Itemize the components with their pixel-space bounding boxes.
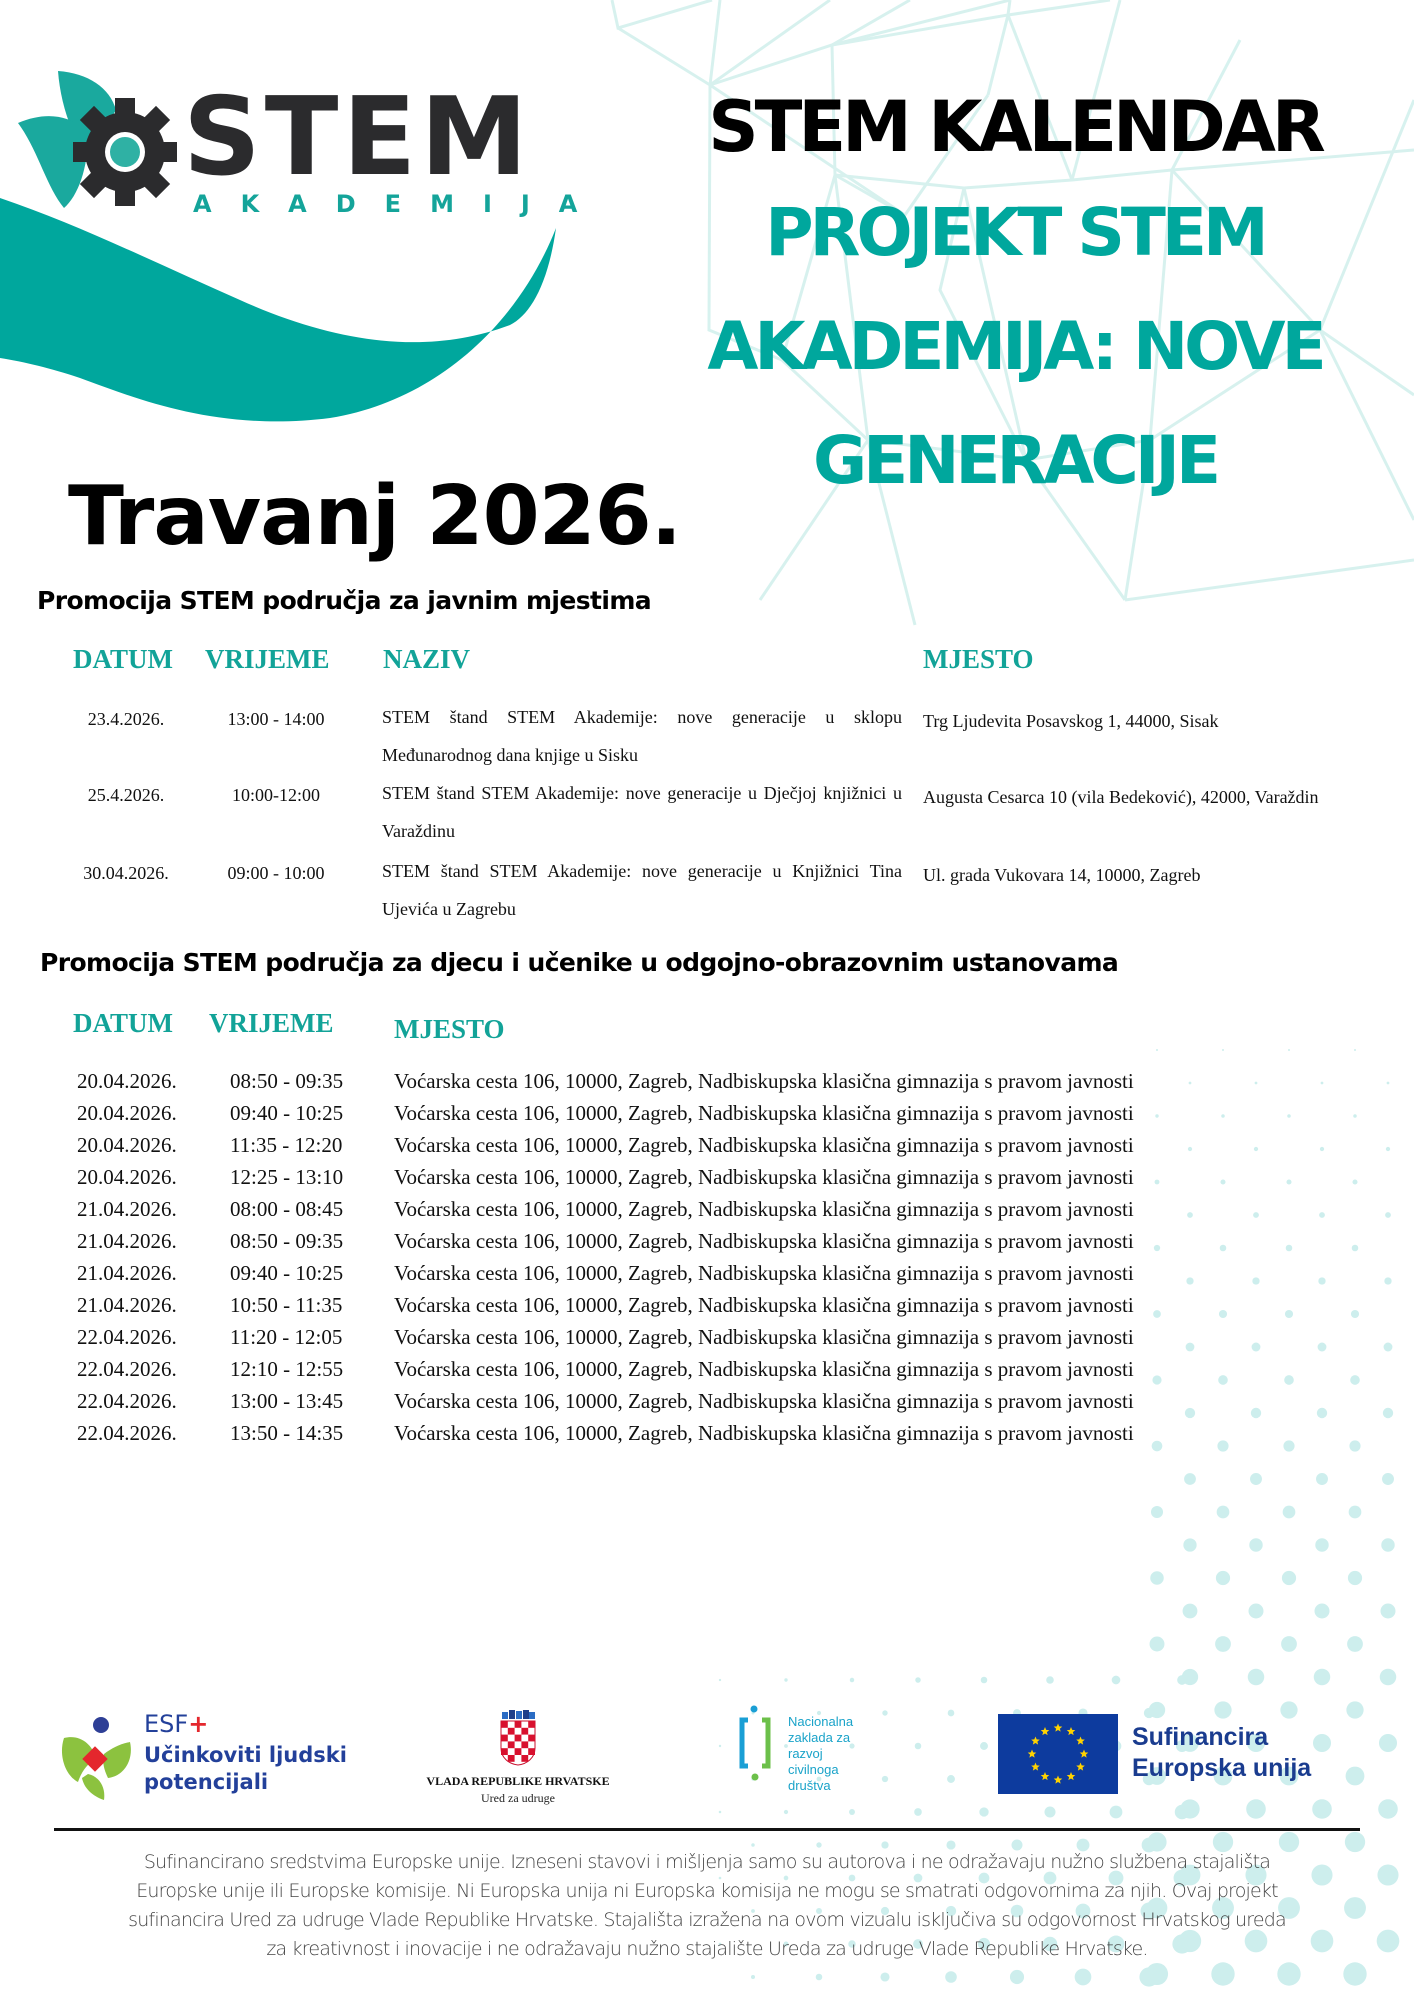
decor-dot xyxy=(1139,1967,1158,1986)
vlada-name: VLADA REPUBLIKE HRVATSKE xyxy=(426,1774,610,1788)
cell-place: Voćarska cesta 106, 10000, Zagreb, Nadbiskupska klasična gimnazija s pravom javnosti xyxy=(394,1389,1134,1413)
cell-place: Voćarska cesta 106, 10000, Zagreb, Nadbiskupska klasična gimnazija s pravom javnosti xyxy=(394,1133,1134,1157)
cell-name: STEM štand STEM Akademije: nove generacije u Knjižnici Tina Ujevića u Zagrebu xyxy=(382,861,902,919)
logo-subtitle: AKADEMIJA xyxy=(193,190,607,218)
esf-plus: + xyxy=(188,1710,209,1738)
footer-divider xyxy=(54,1828,1360,1831)
decor-dot xyxy=(784,1678,787,1681)
decor-dot xyxy=(945,1971,957,1983)
decor-dot xyxy=(1249,1538,1262,1551)
cell-time: 13:50 - 14:35 xyxy=(230,1421,344,1445)
decor-dot xyxy=(1046,1676,1054,1684)
cell-place: Voćarska cesta 106, 10000, Zagreb, Nadbiskupska klasična gimnazija s pravom javnosti xyxy=(394,1197,1134,1221)
cell-time: 13:00 - 14:00 xyxy=(227,709,325,729)
cell-date: 25.4.2026. xyxy=(87,785,165,805)
decor-dot xyxy=(816,1842,821,1847)
cell-time: 12:25 - 13:10 xyxy=(230,1165,344,1189)
decor-dot xyxy=(1315,1538,1328,1551)
project-title-line: AKADEMIJA: NOVE xyxy=(707,308,1323,385)
cell-time: 09:40 - 10:25 xyxy=(230,1101,344,1125)
cell-place: Trg Ljudevita Posavskog 1, 44000, Sisak xyxy=(923,711,1219,731)
project-title xyxy=(650,176,1380,518)
decor-dot xyxy=(1378,1799,1398,1819)
cell-time: 08:50 - 09:35 xyxy=(230,1069,344,1093)
decor-dot xyxy=(850,1678,854,1682)
decor-dot xyxy=(1246,1799,1266,1819)
decor-dot xyxy=(1177,1675,1187,1685)
decor-dot xyxy=(1044,1806,1055,1817)
table-row xyxy=(0,1295,1414,1327)
section-schools-heading: Promocija STEM područja za djecu i učenike u odgojno-obrazovnim ustanovama xyxy=(40,948,1119,977)
nzr-logo xyxy=(738,1702,898,1802)
decor-dot xyxy=(1110,1806,1123,1819)
decor-dot xyxy=(1347,1636,1363,1652)
decor-dot xyxy=(1248,1669,1265,1686)
table-row xyxy=(0,1135,1414,1167)
esf-program-name xyxy=(144,1742,347,1796)
decor-dot xyxy=(1380,1669,1397,1686)
cell-date: 22.04.2026. xyxy=(77,1325,177,1349)
column-header-date: DATUM xyxy=(73,1008,173,1038)
table-row xyxy=(0,698,1414,774)
decor-dot xyxy=(816,1974,823,1981)
decor-dot xyxy=(751,1975,755,1979)
table-row xyxy=(0,852,1414,928)
cell-date: 20.04.2026. xyxy=(77,1133,177,1157)
decor-dot xyxy=(1381,1538,1394,1551)
nzr-line: civilnoga xyxy=(788,1762,839,1777)
vlada-office: Ured za udruge xyxy=(481,1791,555,1805)
month-heading: Travanj 2026. xyxy=(68,469,681,564)
cell-date: 20.04.2026. xyxy=(77,1165,177,1189)
nzr-line: razvoj xyxy=(788,1746,823,1761)
cell-date: 21.04.2026. xyxy=(77,1293,177,1317)
disclaimer-line: Sufinancirano sredstvima Europske unije. Izneseni stavovi i mišljenja samo su autorova i ne odražavaju nužno službena stajališta xyxy=(143,1851,1271,1873)
table-row xyxy=(0,1391,1414,1423)
school-events-table xyxy=(0,1010,1414,1450)
column-header-place: MJESTO xyxy=(923,644,1034,674)
cell-date: 20.04.2026. xyxy=(77,1069,177,1093)
cell-place: Voćarska cesta 106, 10000, Zagreb, Nadbiskupska klasična gimnazija s pravom javnosti xyxy=(394,1357,1134,1381)
check-square xyxy=(521,1741,528,1748)
check-square xyxy=(508,1755,515,1762)
esf-logo xyxy=(58,1712,358,1802)
check-square xyxy=(508,1741,515,1748)
decor-dot xyxy=(1382,1473,1394,1485)
disclaimer-line: za kreativnost i inovacije i ne odražavaju nužno stajalište Ureda za udruge Vlade Republike Hrvatske. xyxy=(266,1938,1148,1960)
cell-place: Voćarska cesta 106, 10000, Zagreb, Nadbiskupska klasična gimnazija s pravom javnosti xyxy=(394,1229,1134,1253)
check-square xyxy=(521,1728,528,1735)
table-row xyxy=(0,1231,1414,1263)
check-square xyxy=(501,1721,508,1728)
decor-dot xyxy=(1314,1669,1331,1686)
decor-dot xyxy=(1282,1571,1296,1585)
decor-dot xyxy=(1010,1970,1024,1984)
decor-dot xyxy=(915,1743,922,1750)
decor-dot xyxy=(1281,1636,1297,1652)
decor-dot xyxy=(719,1679,721,1681)
decor-dot xyxy=(751,1843,755,1847)
table-row xyxy=(0,1199,1414,1231)
stem-akademija-logo xyxy=(18,68,618,218)
column-header-time: VRIJEME xyxy=(209,1008,334,1038)
teal-wave xyxy=(0,198,556,421)
decor-dot xyxy=(1249,1604,1264,1619)
cell-date: 22.04.2026. xyxy=(77,1421,177,1445)
column-header-date: DATUM xyxy=(73,644,173,674)
decor-dot xyxy=(980,1742,988,1750)
decor-dot xyxy=(1277,1962,1300,1985)
header-title-block xyxy=(650,86,1380,518)
check-square xyxy=(515,1735,522,1742)
cell-time: 09:00 - 10:00 xyxy=(227,863,325,883)
column-header-time: VRIJEME xyxy=(205,644,330,674)
decor-dot xyxy=(914,1808,922,1816)
disclaimer-line: Europske unije ili Europske komisije. Ni Europska unija ni Europska komisija ne mogu se smatrati odgovornima za njih. Ovaj projekt xyxy=(136,1880,1278,1902)
cell-place: Voćarska cesta 106, 10000, Zagreb, Nadbiskupska klasična gimnazija s pravom javnosti xyxy=(394,1325,1134,1349)
decor-dot xyxy=(1349,1506,1362,1519)
decor-dot xyxy=(1343,1962,1366,1985)
croatian-coat-of-arms-icon xyxy=(499,1710,537,1766)
cell-date: 20.04.2026. xyxy=(77,1101,177,1125)
esf-label: ESF xyxy=(144,1710,189,1738)
check-square xyxy=(528,1735,535,1742)
cell-date: 21.04.2026. xyxy=(77,1261,177,1285)
cell-date: 21.04.2026. xyxy=(77,1229,177,1253)
column-header-name: NAZIV xyxy=(383,644,471,674)
decor-dot xyxy=(948,1710,955,1717)
decor-dot xyxy=(979,1807,988,1816)
decor-dot xyxy=(1312,1799,1332,1819)
nzr-line: zaklada za xyxy=(788,1730,851,1745)
table-row xyxy=(0,1167,1414,1199)
cell-date: 30.04.2026. xyxy=(83,863,169,883)
decor-dot xyxy=(915,1677,920,1682)
table-row xyxy=(0,1263,1414,1295)
cell-place: Ul. grada Vukovara 14, 10000, Zagreb xyxy=(923,865,1201,885)
cell-time: 10:00-12:00 xyxy=(232,785,320,805)
decor-dot xyxy=(1151,1506,1163,1518)
page-title: STEM KALENDAR xyxy=(708,86,1322,168)
check-square xyxy=(521,1755,528,1762)
decor-dot xyxy=(1381,1604,1396,1619)
decor-dot xyxy=(947,1775,955,1783)
funding-disclaimer xyxy=(0,1848,1414,1964)
decor-dot xyxy=(1150,1637,1165,1652)
esf-line: Učinkoviti ljudski xyxy=(144,1743,347,1767)
esf-figure-icon xyxy=(58,1716,136,1800)
check-square xyxy=(508,1728,515,1735)
decor-dot xyxy=(1211,1962,1234,1985)
bracket-icon xyxy=(738,1704,778,1784)
cell-place: Voćarska cesta 106, 10000, Zagreb, Nadbiskupska klasična gimnazija s pravom javnosti xyxy=(394,1165,1134,1189)
table-row xyxy=(0,1327,1414,1359)
esf-line: potencijali xyxy=(144,1770,269,1794)
check-square xyxy=(501,1748,508,1755)
nzr-line: Nacionalna xyxy=(788,1714,854,1729)
cell-time: 13:00 - 13:45 xyxy=(230,1389,344,1413)
decor-dot xyxy=(849,1809,855,1815)
disclaimer-line: sufinancira Ured za udruge Vlade Republike Hrvatske. Stajališta izražena na ovom vizualu isključiva su odgovornost Hrvatskog ureda xyxy=(128,1909,1286,1931)
cell-place: Voćarska cesta 106, 10000, Zagreb, Nadbiskupska klasična gimnazija s pravom javnosti xyxy=(394,1261,1134,1285)
cell-time: 08:00 - 08:45 xyxy=(230,1197,344,1221)
cell-date: 22.04.2026. xyxy=(77,1389,177,1413)
decor-dot xyxy=(1348,1571,1362,1585)
table-row xyxy=(0,774,1414,850)
cell-place: Voćarska cesta 106, 10000, Zagreb, Nadbiskupska klasična gimnazija s pravom javnosti xyxy=(394,1069,1134,1093)
decor-dot xyxy=(1283,1506,1296,1519)
cell-date: 23.4.2026. xyxy=(87,709,165,729)
gear-icon xyxy=(70,94,180,210)
project-title-line: GENERACIJE xyxy=(812,422,1218,499)
decor-dot xyxy=(719,1745,721,1747)
logo-wordmark: STEM xyxy=(183,75,532,200)
vlada-logo xyxy=(418,1710,618,1805)
cell-name: STEM štand STEM Akademije: nove generacije u Dječjoj knjižnici u Varaždinu xyxy=(382,783,902,841)
decor-dot xyxy=(1183,1538,1196,1551)
decor-dot xyxy=(1175,1805,1189,1819)
decor-dot xyxy=(1216,1571,1230,1585)
table-row xyxy=(0,1423,1414,1455)
decor-dot xyxy=(1184,1473,1196,1485)
decor-dot xyxy=(1112,1676,1121,1685)
cell-name: STEM štand STEM Akademije: nove generacije u sklopu Međunarodnog dana knjige u Sisku xyxy=(382,707,902,765)
nzr-line: društva xyxy=(788,1778,831,1793)
cell-time: 08:50 - 09:35 xyxy=(230,1229,344,1253)
section-public-heading: Promocija STEM područja za javnim mjestima xyxy=(37,586,652,615)
decor-dot xyxy=(719,1811,722,1814)
decor-dot xyxy=(1183,1604,1198,1619)
cell-place: Voćarska cesta 106, 10000, Zagreb, Nadbiskupska klasična gimnazija s pravom javnosti xyxy=(394,1421,1134,1445)
cell-date: 22.04.2026. xyxy=(77,1357,177,1381)
check-square xyxy=(515,1748,522,1755)
eu-cofunding-logo xyxy=(998,1714,1398,1796)
decor-dot xyxy=(1075,1969,1092,1986)
decor-dot xyxy=(1217,1506,1230,1519)
decor-dot xyxy=(1150,1571,1163,1584)
cell-time: 11:20 - 12:05 xyxy=(230,1325,343,1349)
nzr-name xyxy=(788,1714,853,1794)
decor-dot xyxy=(880,1972,889,1981)
cell-date: 21.04.2026. xyxy=(77,1197,177,1221)
cell-time: 11:35 - 12:20 xyxy=(230,1133,343,1157)
cell-place: Augusta Cesarca 10 (vila Bedeković), 42000, Varaždin xyxy=(923,787,1319,807)
cell-time: 10:50 - 11:35 xyxy=(230,1293,343,1317)
table-row xyxy=(0,1071,1414,1103)
cell-time: 09:40 - 10:25 xyxy=(230,1261,344,1285)
eu-cofunding-text xyxy=(1132,1722,1311,1784)
check-square xyxy=(528,1721,535,1728)
decor-dot xyxy=(1250,1473,1262,1485)
check-square xyxy=(501,1735,508,1742)
decor-dot xyxy=(784,1810,788,1814)
check-square xyxy=(515,1721,522,1728)
eu-flag-icon xyxy=(998,1714,1118,1794)
column-header-place: MJESTO xyxy=(394,1014,505,1044)
eu-line: Sufinancira xyxy=(1132,1723,1269,1751)
decor-dot xyxy=(1215,1636,1231,1652)
table-row xyxy=(0,1103,1414,1135)
check-square xyxy=(528,1748,535,1755)
decor-dot xyxy=(981,1677,988,1684)
cell-place: Voćarska cesta 106, 10000, Zagreb, Nadbiskupska klasična gimnazija s pravom javnosti xyxy=(394,1293,1134,1317)
public-events-table xyxy=(0,646,1414,926)
project-title-line: PROJEKT STEM xyxy=(765,194,1265,271)
table-row xyxy=(0,1359,1414,1391)
cell-time: 12:10 - 12:55 xyxy=(230,1357,344,1381)
decor-dot xyxy=(1316,1473,1328,1485)
eu-line: Europska unija xyxy=(1132,1754,1312,1782)
decor-dot xyxy=(1315,1604,1330,1619)
esf-plus-label xyxy=(144,1712,208,1736)
cell-place: Voćarska cesta 106, 10000, Zagreb, Nadbiskupska klasična gimnazija s pravom javnosti xyxy=(394,1101,1134,1125)
